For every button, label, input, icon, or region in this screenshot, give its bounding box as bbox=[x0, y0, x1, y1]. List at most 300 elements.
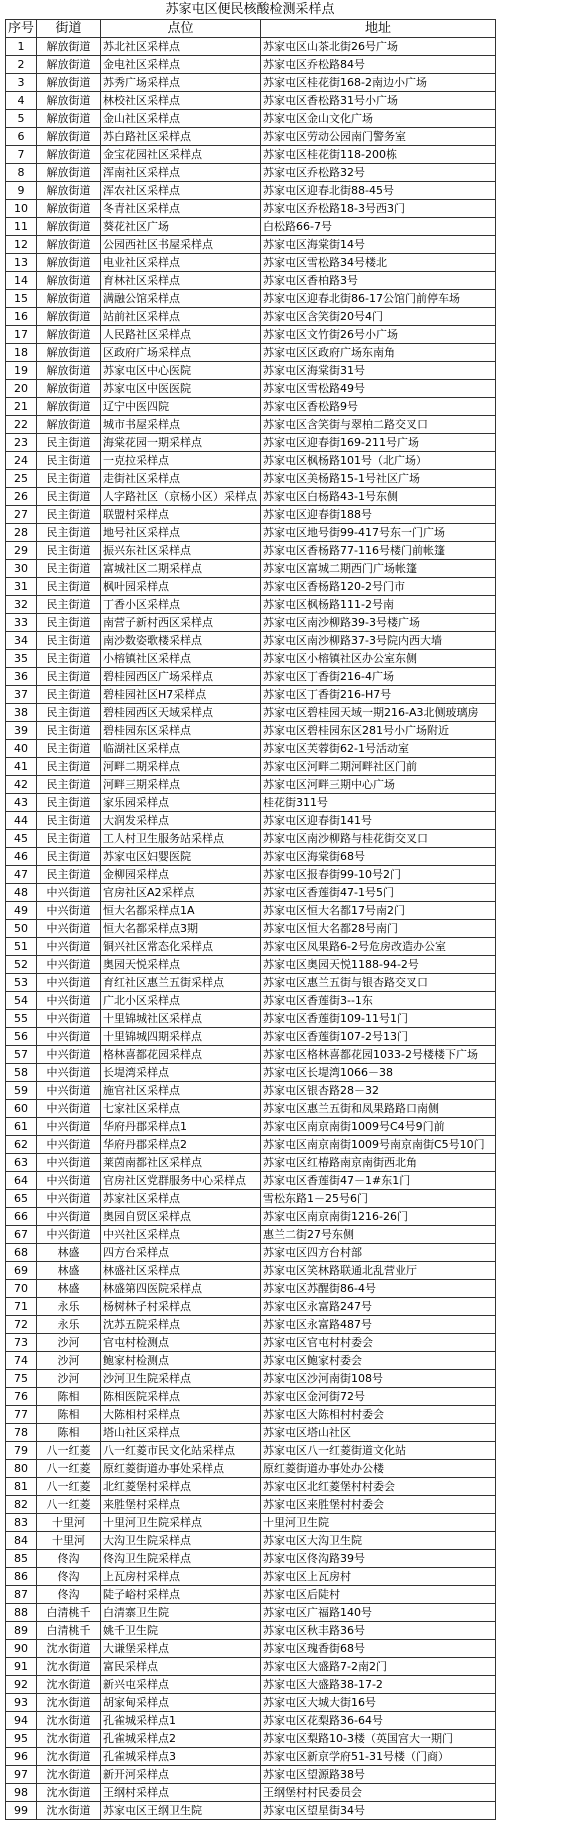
point-name: 孔雀城采样点1 bbox=[101, 1712, 261, 1730]
table-row bbox=[6, 1208, 496, 1226]
row-index: 18 bbox=[6, 344, 37, 362]
address: 苏家屯区香莲街3--1东 bbox=[261, 992, 496, 1010]
row-index: 41 bbox=[6, 758, 37, 776]
table-row bbox=[6, 1190, 496, 1208]
street-name: 陈相 bbox=[37, 1424, 101, 1442]
street-name: 民主街道 bbox=[37, 830, 101, 848]
address: 苏家屯区南京南街1009号C4号9门前 bbox=[261, 1118, 496, 1136]
point-name: 地号社区采样点 bbox=[101, 524, 261, 542]
row-index: 61 bbox=[6, 1118, 37, 1136]
table-row bbox=[6, 884, 496, 902]
point-name: 胡家甸采样点 bbox=[101, 1694, 261, 1712]
row-index: 91 bbox=[6, 1658, 37, 1676]
point-name: 四方台采样点 bbox=[101, 1244, 261, 1262]
point-name: 十里锦城社区采样点 bbox=[101, 1010, 261, 1028]
row-index: 79 bbox=[6, 1442, 37, 1460]
address: 苏家屯区白杨路43-1号东侧 bbox=[261, 488, 496, 506]
table-row bbox=[6, 1496, 496, 1514]
street-name: 解放街道 bbox=[37, 56, 101, 74]
table-row bbox=[6, 164, 496, 182]
address: 苏家屯区迎春街169-211号广场 bbox=[261, 434, 496, 452]
row-index: 31 bbox=[6, 578, 37, 596]
point-name: 苏秀广场采样点 bbox=[101, 74, 261, 92]
row-index: 55 bbox=[6, 1010, 37, 1028]
address: 苏家屯区南沙柳路39-3号楼广场 bbox=[261, 614, 496, 632]
street-name: 民主街道 bbox=[37, 632, 101, 650]
point-name: 佟沟卫生院采样点 bbox=[101, 1550, 261, 1568]
point-name: 鲍家村检测点 bbox=[101, 1352, 261, 1370]
point-name: 铜兴社区常态化采样点 bbox=[101, 938, 261, 956]
point-name: 官屯村检测点 bbox=[101, 1334, 261, 1352]
address: 苏家屯区大城大街16号 bbox=[261, 1694, 496, 1712]
address: 苏家屯区鲍家村委会 bbox=[261, 1352, 496, 1370]
row-index: 94 bbox=[6, 1712, 37, 1730]
address: 苏家屯区枫杨路111-2号南 bbox=[261, 596, 496, 614]
street-name: 陈相 bbox=[37, 1406, 101, 1424]
row-index: 36 bbox=[6, 668, 37, 686]
street-name: 中兴街道 bbox=[37, 1154, 101, 1172]
address: 苏家屯区雪松路34号楼北 bbox=[261, 254, 496, 272]
street-name: 十里河 bbox=[37, 1514, 101, 1532]
street-name: 解放街道 bbox=[37, 254, 101, 272]
address: 苏家屯区金山文化广场 bbox=[261, 110, 496, 128]
street-name: 民主街道 bbox=[37, 668, 101, 686]
row-index: 81 bbox=[6, 1478, 37, 1496]
table-row bbox=[6, 1622, 496, 1640]
address: 苏家屯区格林喜都花园1033-2号楼楼下广场 bbox=[261, 1046, 496, 1064]
header-street: 街道 bbox=[37, 20, 101, 38]
street-name: 中兴街道 bbox=[37, 1208, 101, 1226]
table-row bbox=[6, 1082, 496, 1100]
address: 苏家屯区桂花街118-200栋 bbox=[261, 146, 496, 164]
table-row bbox=[6, 416, 496, 434]
address: 苏家屯区凤果路6-2号危房改造办公室 bbox=[261, 938, 496, 956]
point-name: 新兴屯采样点 bbox=[101, 1676, 261, 1694]
table-row bbox=[6, 308, 496, 326]
address: 苏家屯区河畔三期中心广场 bbox=[261, 776, 496, 794]
row-index: 69 bbox=[6, 1262, 37, 1280]
street-name: 中兴街道 bbox=[37, 1082, 101, 1100]
street-name: 解放街道 bbox=[37, 74, 101, 92]
table-row bbox=[6, 146, 496, 164]
street-name: 民主街道 bbox=[37, 488, 101, 506]
table-row bbox=[6, 560, 496, 578]
address: 苏家屯区海棠街14号 bbox=[261, 236, 496, 254]
point-name: 沈苏五院采样点 bbox=[101, 1316, 261, 1334]
table-row bbox=[6, 1514, 496, 1532]
row-index: 19 bbox=[6, 362, 37, 380]
table-row bbox=[6, 1694, 496, 1712]
point-name: 沙河卫生院采样点 bbox=[101, 1370, 261, 1388]
table-row bbox=[6, 236, 496, 254]
point-name: 姚千卫生院 bbox=[101, 1622, 261, 1640]
address: 苏家屯区海棠街31号 bbox=[261, 362, 496, 380]
row-index: 37 bbox=[6, 686, 37, 704]
address: 苏家屯区南沙柳路37-3号院内西大墙 bbox=[261, 632, 496, 650]
address: 苏家屯区美杨路15-1号社区广场 bbox=[261, 470, 496, 488]
address: 苏家屯区望星街34号 bbox=[261, 1802, 496, 1820]
row-index: 34 bbox=[6, 632, 37, 650]
row-index: 29 bbox=[6, 542, 37, 560]
table-row bbox=[6, 596, 496, 614]
row-index: 3 bbox=[6, 74, 37, 92]
street-name: 林盛 bbox=[37, 1244, 101, 1262]
address: 苏家屯区枫杨路101号（北广场） bbox=[261, 452, 496, 470]
address: 苏家屯区山茶北街26号广场 bbox=[261, 38, 496, 56]
point-name: 葵花社区广场 bbox=[101, 218, 261, 236]
point-name: 家乐园采样点 bbox=[101, 794, 261, 812]
address: 苏家屯区文竹街26号小广场 bbox=[261, 326, 496, 344]
table-row bbox=[6, 38, 496, 56]
address: 苏家屯区瑰香街68号 bbox=[261, 1640, 496, 1658]
table-row bbox=[6, 1046, 496, 1064]
point-name: 官房社区A2采样点 bbox=[101, 884, 261, 902]
point-name: 育红社区惠兰五街采样点 bbox=[101, 974, 261, 992]
row-index: 86 bbox=[6, 1568, 37, 1586]
address: 十里河卫生院 bbox=[261, 1514, 496, 1532]
row-index: 62 bbox=[6, 1136, 37, 1154]
street-name: 白清桃千 bbox=[37, 1604, 101, 1622]
row-index: 71 bbox=[6, 1298, 37, 1316]
table-row bbox=[6, 1352, 496, 1370]
street-name: 民主街道 bbox=[37, 578, 101, 596]
row-index: 89 bbox=[6, 1622, 37, 1640]
point-name: 大谦堡采样点 bbox=[101, 1640, 261, 1658]
street-name: 解放街道 bbox=[37, 344, 101, 362]
street-name: 八一红菱 bbox=[37, 1442, 101, 1460]
point-name: 金柳园采样点 bbox=[101, 866, 261, 884]
address: 苏家屯区丁香街216-H7号 bbox=[261, 686, 496, 704]
address: 苏家屯区八一红菱街道文化站 bbox=[261, 1442, 496, 1460]
address: 苏家屯区乔松路84号 bbox=[261, 56, 496, 74]
point-name: 金电社区采样点 bbox=[101, 56, 261, 74]
row-index: 83 bbox=[6, 1514, 37, 1532]
table-row bbox=[6, 1460, 496, 1478]
table-row bbox=[6, 272, 496, 290]
point-name: 苏家屯区妇婴医院 bbox=[101, 848, 261, 866]
table-row bbox=[6, 182, 496, 200]
table-row bbox=[6, 1172, 496, 1190]
street-name: 八一红菱 bbox=[37, 1496, 101, 1514]
row-index: 50 bbox=[6, 920, 37, 938]
row-index: 26 bbox=[6, 488, 37, 506]
row-index: 72 bbox=[6, 1316, 37, 1334]
street-name: 解放街道 bbox=[37, 362, 101, 380]
point-name: 原红菱街道办事处采样点 bbox=[101, 1460, 261, 1478]
address: 苏家屯区永富路247号 bbox=[261, 1298, 496, 1316]
address: 苏家屯区劳动公园南门警务室 bbox=[261, 128, 496, 146]
street-name: 民主街道 bbox=[37, 452, 101, 470]
address: 苏家屯区小榕镇社区办公室东侧 bbox=[261, 650, 496, 668]
table-row bbox=[6, 866, 496, 884]
point-name: 苏家屯区中医医院 bbox=[101, 380, 261, 398]
street-name: 解放街道 bbox=[37, 290, 101, 308]
table-row bbox=[6, 1424, 496, 1442]
row-index: 85 bbox=[6, 1550, 37, 1568]
address: 苏家屯区金河街72号 bbox=[261, 1388, 496, 1406]
row-index: 2 bbox=[6, 56, 37, 74]
row-index: 44 bbox=[6, 812, 37, 830]
street-name: 沈水街道 bbox=[37, 1640, 101, 1658]
address: 苏家屯区秋丰路36号 bbox=[261, 1622, 496, 1640]
point-name: 碧桂园西区广场采样点 bbox=[101, 668, 261, 686]
street-name: 解放街道 bbox=[37, 236, 101, 254]
address: 苏家屯区香莲街107-2号13门 bbox=[261, 1028, 496, 1046]
point-name: 育林社区采样点 bbox=[101, 272, 261, 290]
street-name: 沈水街道 bbox=[37, 1784, 101, 1802]
address: 原红菱街道办事处办公楼 bbox=[261, 1460, 496, 1478]
row-index: 1 bbox=[6, 38, 37, 56]
point-name: 河畔二期采样点 bbox=[101, 758, 261, 776]
row-index: 97 bbox=[6, 1766, 37, 1784]
street-name: 民主街道 bbox=[37, 812, 101, 830]
street-name: 林盛 bbox=[37, 1262, 101, 1280]
table-row bbox=[6, 1784, 496, 1802]
table-row bbox=[6, 1118, 496, 1136]
table-row bbox=[6, 686, 496, 704]
address: 苏家屯区恒大名都17号南2门 bbox=[261, 902, 496, 920]
row-index: 76 bbox=[6, 1388, 37, 1406]
address: 苏家屯区碧桂园东区281号小广场附近 bbox=[261, 722, 496, 740]
row-index: 23 bbox=[6, 434, 37, 452]
street-name: 民主街道 bbox=[37, 866, 101, 884]
point-name: 陡子峪村采样点 bbox=[101, 1586, 261, 1604]
point-name: 临湖社区采样点 bbox=[101, 740, 261, 758]
point-name: 满融公馆采样点 bbox=[101, 290, 261, 308]
street-name: 解放街道 bbox=[37, 218, 101, 236]
point-name: 碧桂园西区天域采样点 bbox=[101, 704, 261, 722]
point-name: 区政府广场采样点 bbox=[101, 344, 261, 362]
street-name: 民主街道 bbox=[37, 686, 101, 704]
table-row bbox=[6, 542, 496, 560]
point-name: 来胜堡村采样点 bbox=[101, 1496, 261, 1514]
row-index: 54 bbox=[6, 992, 37, 1010]
row-index: 35 bbox=[6, 650, 37, 668]
row-index: 42 bbox=[6, 776, 37, 794]
table-row bbox=[6, 1478, 496, 1496]
row-index: 73 bbox=[6, 1334, 37, 1352]
address: 苏家屯区梨路10-3楼（英国宫大一期门 bbox=[261, 1730, 496, 1748]
point-name: 恒大名都采样点3期 bbox=[101, 920, 261, 938]
table-row bbox=[6, 200, 496, 218]
table-row bbox=[6, 128, 496, 146]
address: 苏家屯区碧桂园天域一期216-A3北侧玻璃房 bbox=[261, 704, 496, 722]
point-name: 站前社区采样点 bbox=[101, 308, 261, 326]
table-row bbox=[6, 362, 496, 380]
row-index: 70 bbox=[6, 1280, 37, 1298]
table-row bbox=[6, 614, 496, 632]
address: 苏家屯区地号街99-417号东一门广场 bbox=[261, 524, 496, 542]
address: 苏家屯区塔山社区 bbox=[261, 1424, 496, 1442]
table-row bbox=[6, 488, 496, 506]
point-name: 枫叶园采样点 bbox=[101, 578, 261, 596]
table-row bbox=[6, 1064, 496, 1082]
table-row bbox=[6, 830, 496, 848]
table-row bbox=[6, 1100, 496, 1118]
address: 苏家屯区望源路38号 bbox=[261, 1766, 496, 1784]
address: 苏家屯区桂花街168-2南边小广场 bbox=[261, 74, 496, 92]
street-name: 解放街道 bbox=[37, 38, 101, 56]
address: 苏家屯区佟沟路39号 bbox=[261, 1550, 496, 1568]
header-index: 序号 bbox=[6, 20, 37, 38]
street-name: 佟沟 bbox=[37, 1568, 101, 1586]
street-name: 中兴街道 bbox=[37, 884, 101, 902]
point-name: 人民路社区采样点 bbox=[101, 326, 261, 344]
point-name: 上瓦房村采样点 bbox=[101, 1568, 261, 1586]
row-index: 38 bbox=[6, 704, 37, 722]
row-index: 65 bbox=[6, 1190, 37, 1208]
table-row bbox=[6, 668, 496, 686]
row-index: 48 bbox=[6, 884, 37, 902]
street-name: 沈水街道 bbox=[37, 1802, 101, 1820]
row-index: 40 bbox=[6, 740, 37, 758]
table-row bbox=[6, 1640, 496, 1658]
address: 苏家屯区迎春北街88-45号 bbox=[261, 182, 496, 200]
point-name: 南营子新村西区采样点 bbox=[101, 614, 261, 632]
row-index: 9 bbox=[6, 182, 37, 200]
row-index: 75 bbox=[6, 1370, 37, 1388]
row-index: 27 bbox=[6, 506, 37, 524]
street-name: 中兴街道 bbox=[37, 1028, 101, 1046]
row-index: 43 bbox=[6, 794, 37, 812]
point-name: 恒大名都采样点1A bbox=[101, 902, 261, 920]
row-index: 8 bbox=[6, 164, 37, 182]
point-name: 十里河卫生院采样点 bbox=[101, 1514, 261, 1532]
point-name: 工人村卫生服务站采样点 bbox=[101, 830, 261, 848]
table-row bbox=[6, 110, 496, 128]
row-index: 52 bbox=[6, 956, 37, 974]
table-row bbox=[6, 794, 496, 812]
table-row bbox=[6, 1658, 496, 1676]
address: 苏家屯区惠兰五街与银杏路交叉口 bbox=[261, 974, 496, 992]
street-name: 中兴街道 bbox=[37, 1064, 101, 1082]
table-row bbox=[6, 992, 496, 1010]
table-body bbox=[6, 38, 496, 1820]
table-row bbox=[6, 434, 496, 452]
point-name: 林校社区采样点 bbox=[101, 92, 261, 110]
table-row bbox=[6, 956, 496, 974]
street-name: 民主街道 bbox=[37, 434, 101, 452]
street-name: 民主街道 bbox=[37, 722, 101, 740]
table-row bbox=[6, 1388, 496, 1406]
address: 苏家屯区河畔二期河畔社区门前 bbox=[261, 758, 496, 776]
row-index: 7 bbox=[6, 146, 37, 164]
row-index: 56 bbox=[6, 1028, 37, 1046]
table-row bbox=[6, 1136, 496, 1154]
street-name: 沙河 bbox=[37, 1370, 101, 1388]
street-name: 民主街道 bbox=[37, 524, 101, 542]
table-row bbox=[6, 812, 496, 830]
street-name: 中兴街道 bbox=[37, 1190, 101, 1208]
street-name: 解放街道 bbox=[37, 92, 101, 110]
point-name: 一克拉采样点 bbox=[101, 452, 261, 470]
table-row bbox=[6, 1298, 496, 1316]
point-name: 苏白路社区采样点 bbox=[101, 128, 261, 146]
street-name: 民主街道 bbox=[37, 542, 101, 560]
row-index: 32 bbox=[6, 596, 37, 614]
point-name: 人字路社区（京杨小区）采样点 bbox=[101, 488, 261, 506]
point-name: 苏家屯区中心医院 bbox=[101, 362, 261, 380]
row-index: 11 bbox=[6, 218, 37, 236]
street-name: 民主街道 bbox=[37, 596, 101, 614]
street-name: 解放街道 bbox=[37, 326, 101, 344]
address: 苏家屯区北红菱堡村村委会 bbox=[261, 1478, 496, 1496]
point-name: 联盟村采样点 bbox=[101, 506, 261, 524]
table-row bbox=[6, 398, 496, 416]
sample-point-sheet bbox=[5, 0, 495, 1820]
row-index: 95 bbox=[6, 1730, 37, 1748]
table-row bbox=[6, 1370, 496, 1388]
point-name: 辽宁中医四院 bbox=[101, 398, 261, 416]
street-name: 沈水街道 bbox=[37, 1658, 101, 1676]
row-index: 12 bbox=[6, 236, 37, 254]
row-index: 64 bbox=[6, 1172, 37, 1190]
point-name: 冬青社区采样点 bbox=[101, 200, 261, 218]
address: 苏家屯区香杨路77-116号楼门前帐篷 bbox=[261, 542, 496, 560]
street-name: 民主街道 bbox=[37, 848, 101, 866]
table-row bbox=[6, 632, 496, 650]
address: 苏家屯区惠兰五街和凤果路路口南侧 bbox=[261, 1100, 496, 1118]
row-index: 33 bbox=[6, 614, 37, 632]
table-row bbox=[6, 1532, 496, 1550]
row-index: 24 bbox=[6, 452, 37, 470]
address: 苏家屯区花梨路36-64号 bbox=[261, 1712, 496, 1730]
table-row bbox=[6, 1028, 496, 1046]
table-row bbox=[6, 758, 496, 776]
address: 苏家屯区香莲街109-11号1门 bbox=[261, 1010, 496, 1028]
row-index: 87 bbox=[6, 1586, 37, 1604]
point-name: 莱茵南都社区采样点 bbox=[101, 1154, 261, 1172]
address: 苏家屯区四方台村部 bbox=[261, 1244, 496, 1262]
address: 苏家屯区香松路9号 bbox=[261, 398, 496, 416]
address: 苏家屯区官屯村村委会 bbox=[261, 1334, 496, 1352]
street-name: 解放街道 bbox=[37, 416, 101, 434]
street-name: 中兴街道 bbox=[37, 1046, 101, 1064]
point-name: 走街社区采样点 bbox=[101, 470, 261, 488]
address: 苏家屯区恒大名都28号南门 bbox=[261, 920, 496, 938]
table-row bbox=[6, 1766, 496, 1784]
address: 苏家屯区雪松路49号 bbox=[261, 380, 496, 398]
address: 苏家屯区银杏路28－32 bbox=[261, 1082, 496, 1100]
table-row bbox=[6, 1316, 496, 1334]
table-row bbox=[6, 1568, 496, 1586]
point-name: 小榕镇社区采样点 bbox=[101, 650, 261, 668]
address: 苏家屯区含笑街20号4门 bbox=[261, 308, 496, 326]
row-index: 46 bbox=[6, 848, 37, 866]
street-name: 林盛 bbox=[37, 1280, 101, 1298]
row-index: 98 bbox=[6, 1784, 37, 1802]
point-name: 丁香小区采样点 bbox=[101, 596, 261, 614]
point-name: 中兴社区采样点 bbox=[101, 1226, 261, 1244]
row-index: 47 bbox=[6, 866, 37, 884]
street-name: 民主街道 bbox=[37, 560, 101, 578]
table-row bbox=[6, 1244, 496, 1262]
street-name: 沙河 bbox=[37, 1334, 101, 1352]
point-name: 大陈相村采样点 bbox=[101, 1406, 261, 1424]
street-name: 解放街道 bbox=[37, 308, 101, 326]
point-name: 孔雀城采样点2 bbox=[101, 1730, 261, 1748]
row-index: 13 bbox=[6, 254, 37, 272]
row-index: 63 bbox=[6, 1154, 37, 1172]
street-name: 中兴街道 bbox=[37, 1100, 101, 1118]
page-title: 苏家屯区便民核酸检测采样点 bbox=[165, 2, 335, 17]
street-name: 中兴街道 bbox=[37, 920, 101, 938]
street-name: 民主街道 bbox=[37, 506, 101, 524]
address: 苏家屯区大沟卫生院 bbox=[261, 1532, 496, 1550]
point-name: 振兴东社区采样点 bbox=[101, 542, 261, 560]
point-name: 碧桂园社区H7采样点 bbox=[101, 686, 261, 704]
street-name: 解放街道 bbox=[37, 128, 101, 146]
